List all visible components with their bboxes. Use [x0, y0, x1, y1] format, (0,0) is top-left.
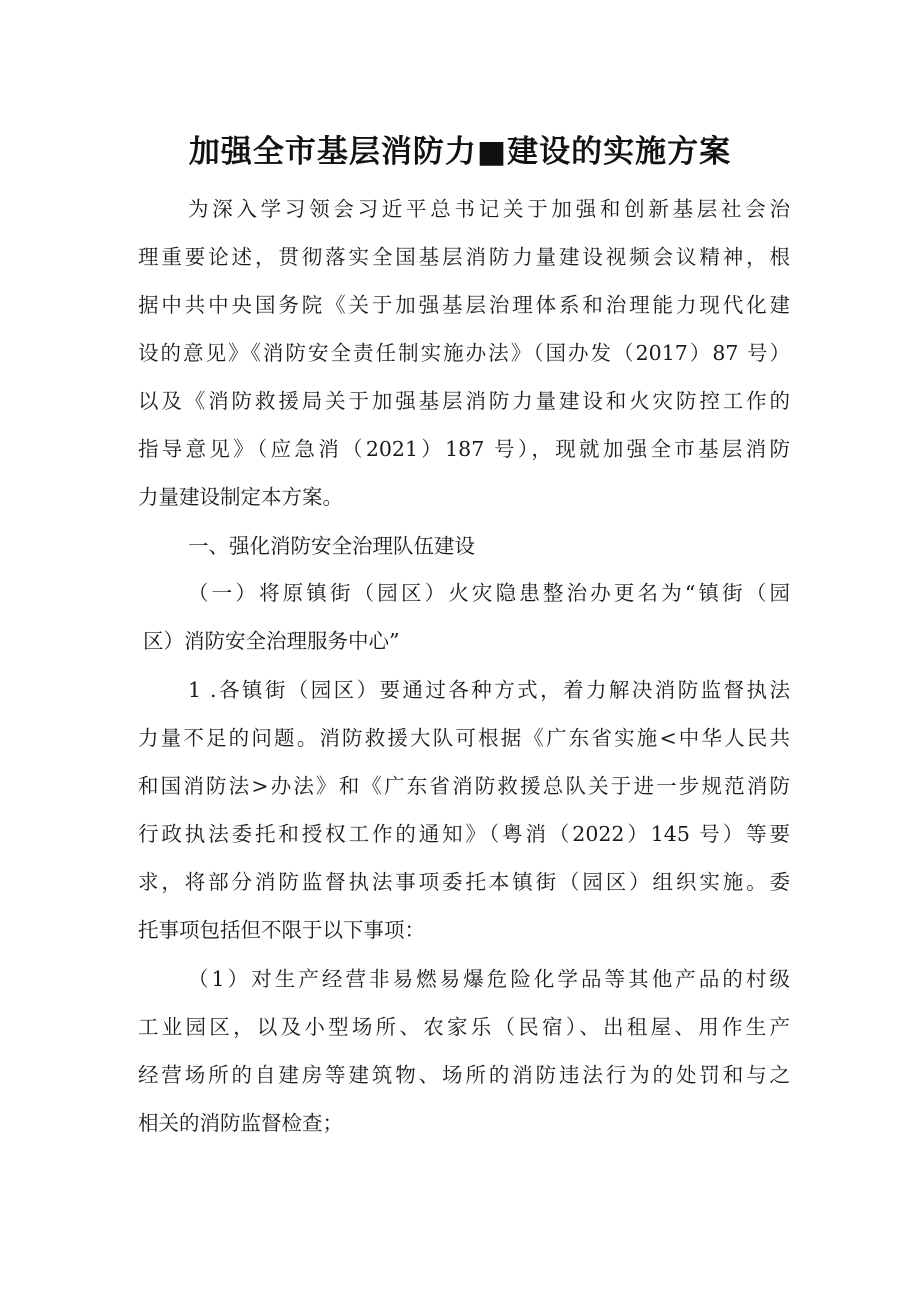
subitem-line: 相关的消防监督检查；	[138, 1111, 343, 1135]
item-line: 求，将部分消防监督执法事项委托本镇街（园区）组织实施。委	[138, 870, 790, 894]
intro-line: 设的意见》《消防安全责任制实施办法》（国办发（2017）87 号）	[138, 341, 790, 365]
subitem-line: （1）对生产经营非易燃易爆危险化学品等其他产品的村级	[188, 967, 790, 991]
subitem-line: 工业园区，以及小型场所、农家乐（民宿）、出租屋、用作生产	[138, 1015, 790, 1039]
intro-line: 以及《消防救援局关于加强基层消防力量建设和火灾防控工作的	[138, 389, 790, 413]
intro-line: 为深入学习领会习近平总书记关于加强和创新基层社会治	[188, 197, 790, 221]
section-heading: 一、强化消防安全治理队伍建设	[188, 534, 475, 558]
document-title: 加强全市基层消防力■建设的实施方案	[188, 134, 732, 170]
subsection-line: 区）消防安全治理服务中心”	[143, 629, 400, 653]
item-line: 行政执法委托和授权工作的通知》（粤消（2022）145 号）等要	[138, 822, 790, 846]
item-line: 和国消防法>办法》和《广东省消防救援总队关于进一步规范消防	[138, 774, 790, 798]
subsection-line: （一）将原镇街（园区）火灾隐患整治办更名为“镇街（园	[188, 581, 790, 605]
subitem-line: 经营场所的自建房等建筑物、场所的消防违法行为的处罚和与之	[138, 1063, 790, 1087]
intro-line: 据中共中央国务院《关于加强基层治理体系和治理能力现代化建	[138, 293, 790, 317]
intro-line: 指导意见》（应急消（2021）187 号），现就加强全市基层消防	[138, 437, 790, 461]
intro-line: 理重要论述，贯彻落实全国基层消防力量建设视频会议精神，根	[138, 245, 790, 269]
item-line: 托事项包括但不限于以下事项：	[138, 918, 425, 942]
item-line: 1 .各镇街（园区）要通过各种方式，着力解决消防监督执法	[188, 678, 790, 702]
intro-line: 力量建设制定本方案。	[138, 485, 343, 509]
item-line: 力量不足的问题。消防救援大队可根据《广东省实施<中华人民共	[138, 726, 790, 750]
